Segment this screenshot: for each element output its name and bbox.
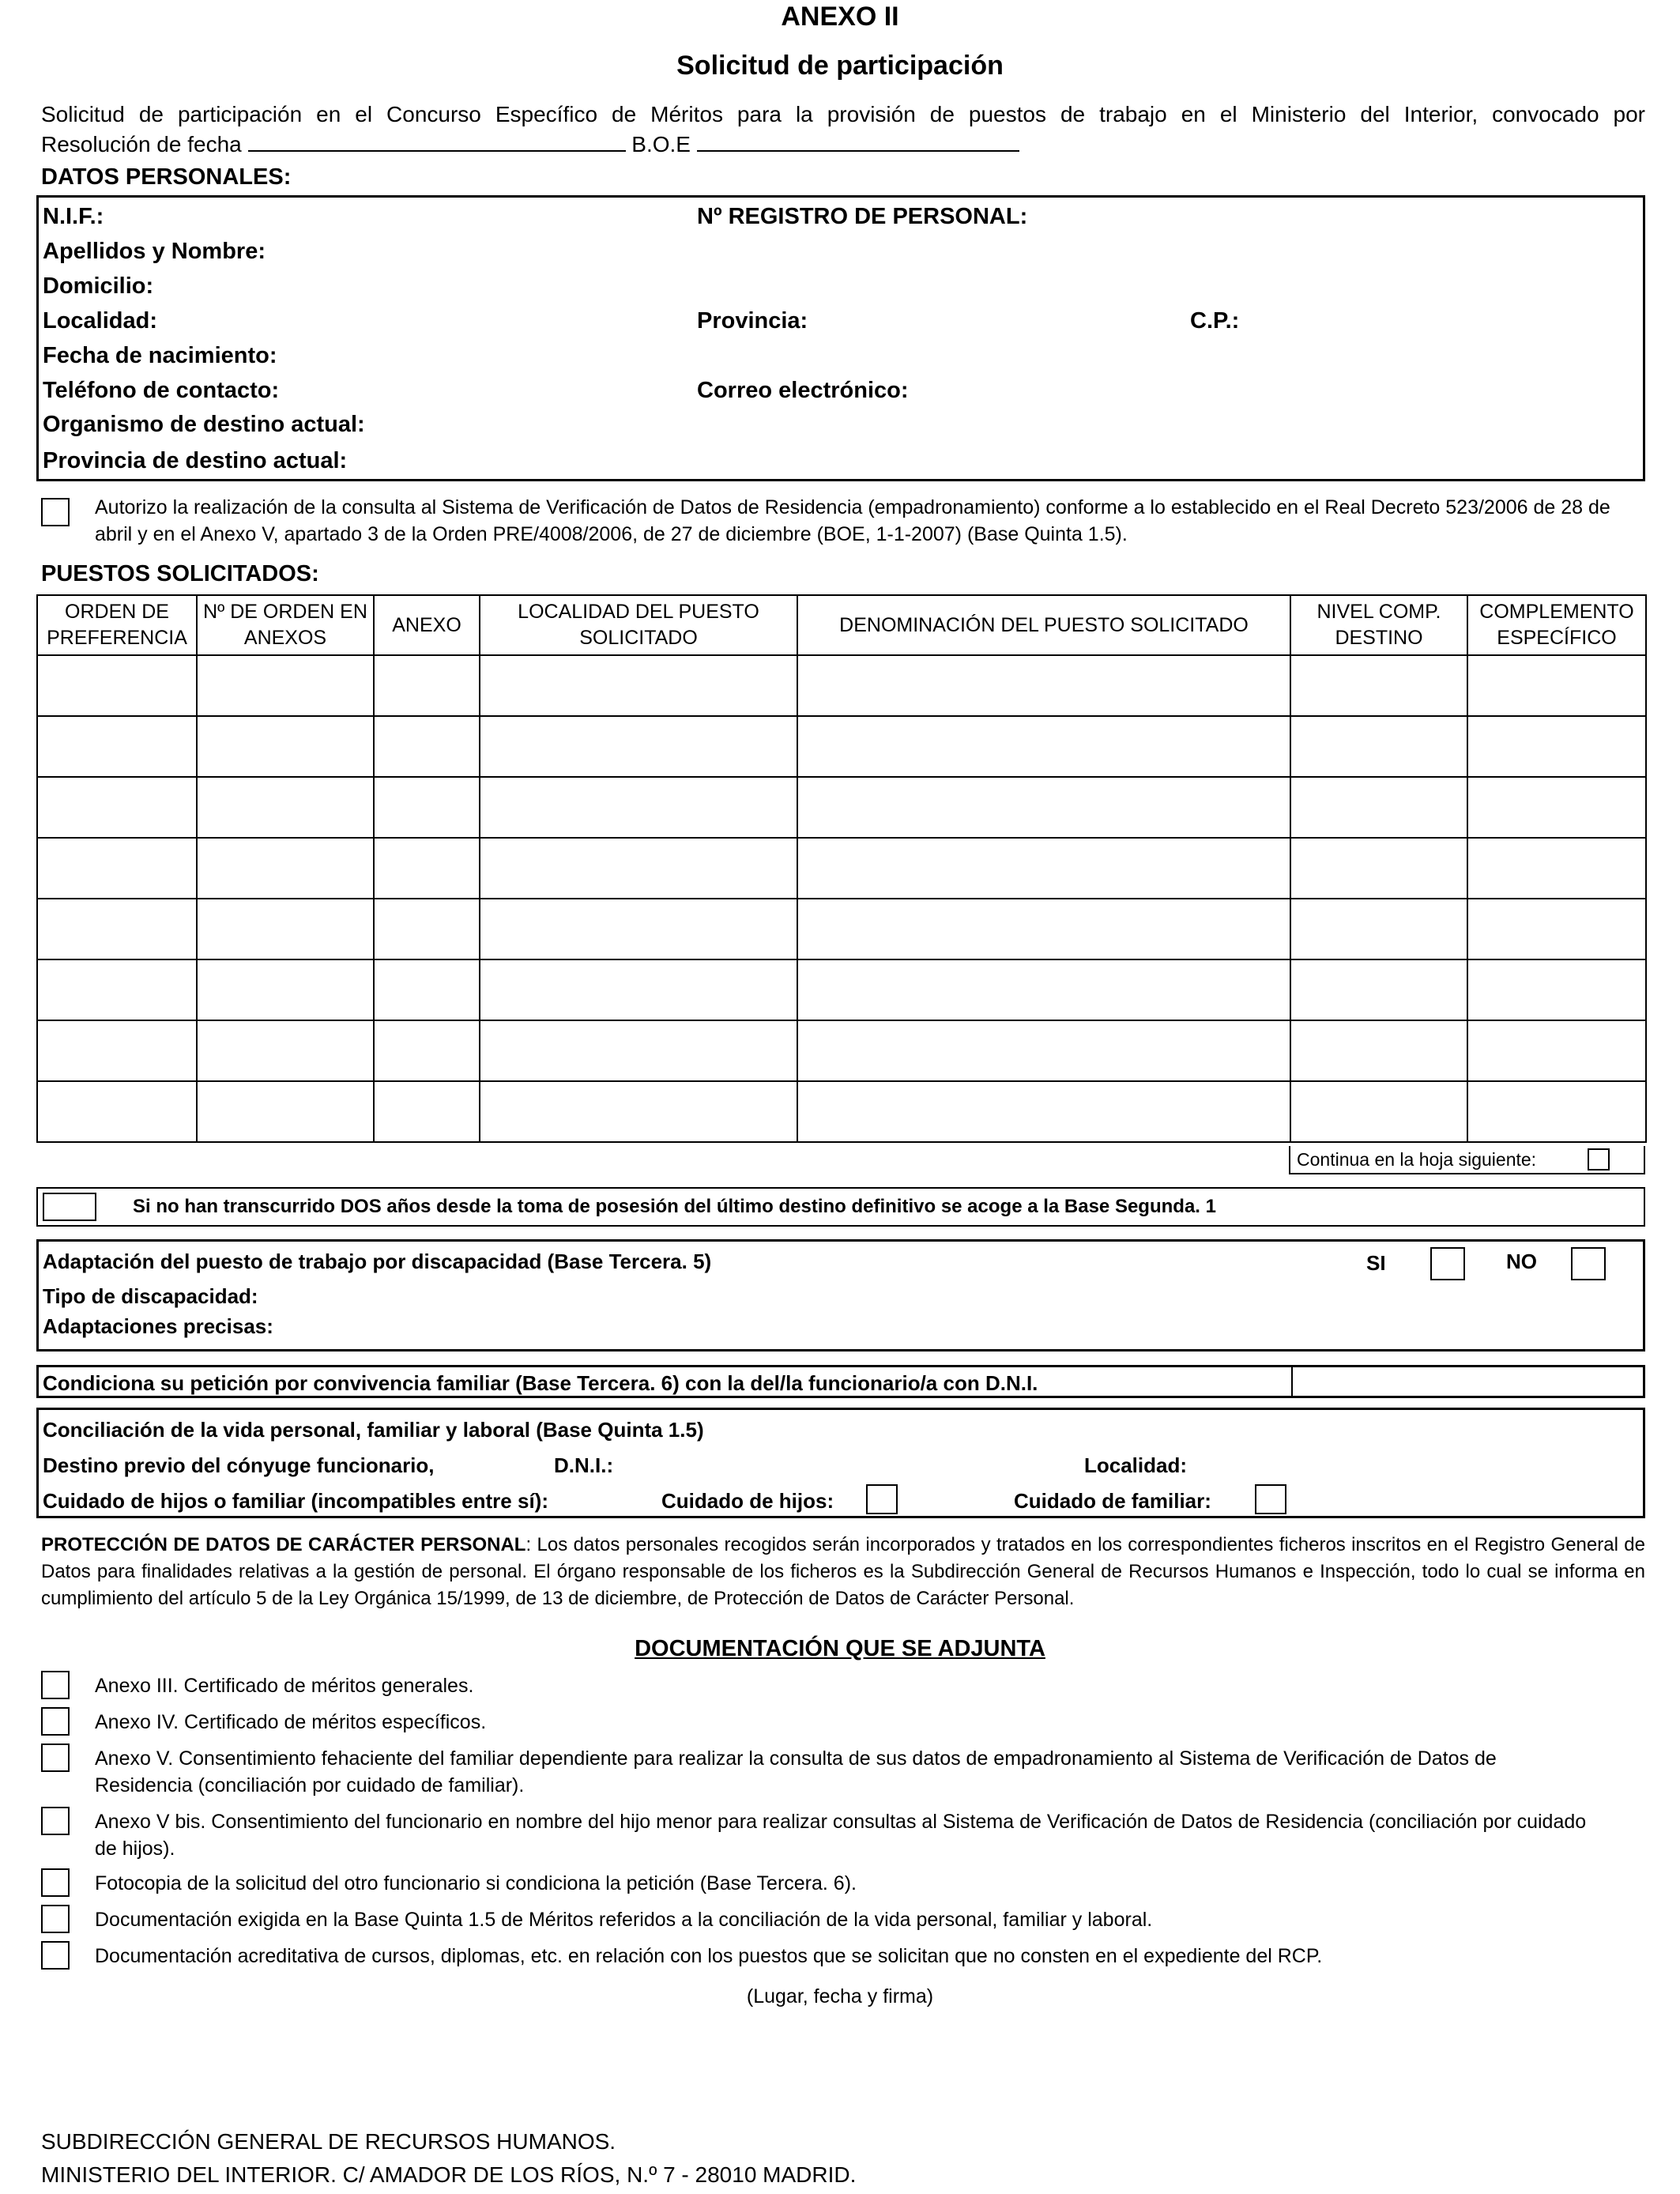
doc-item-base-quinta: Documentación exigida en la Base Quinta 1.5 de Méritos referidos a la conciliación de la vida personal, familiar y laboral. (95, 1909, 1153, 1931)
table-cell[interactable] (374, 959, 480, 1020)
table-cell[interactable] (197, 959, 374, 1020)
table-cell[interactable] (797, 655, 1290, 716)
table-cell[interactable] (1467, 959, 1646, 1020)
intro-paragraph (41, 100, 1645, 160)
table-cell[interactable] (480, 777, 797, 838)
discapacidad-si-label: SI (1366, 1251, 1386, 1275)
convivencia-dni-field[interactable] (1293, 1367, 1643, 1396)
destino-conyuge-label: Destino previo del cónyuge funcionario, (43, 1453, 435, 1477)
boe-field[interactable] (697, 130, 1019, 152)
firma-label: (Lugar, fecha y firma) (746, 1985, 934, 2007)
doc-item-anexo-v-bis: Anexo V bis. Consentimiento del funcionario en nombre del hijo menor para realizar consultas al Sistema de Verificación de Datos de Residencia (conciliación por cuidado de hijos). (95, 1811, 1587, 1860)
table-cell[interactable] (1467, 655, 1646, 716)
tipo-discapacidad-label: Tipo de discapacidad: (43, 1284, 258, 1308)
doc-checkbox-cursos[interactable] (41, 1941, 70, 1970)
table-cell[interactable] (1467, 1081, 1646, 1142)
table-cell[interactable] (374, 1081, 480, 1142)
continua-label: Continua en la hoja siguiente: (1297, 1149, 1537, 1170)
table-cell[interactable] (797, 959, 1290, 1020)
table-cell[interactable] (197, 777, 374, 838)
col-orden-preferencia: ORDEN DE PREFERENCIA (37, 595, 197, 655)
continua-box (1289, 1146, 1645, 1174)
table-cell[interactable] (197, 838, 374, 899)
doc-checkbox-base-quinta[interactable] (41, 1905, 70, 1933)
base-segunda-box (36, 1187, 1645, 1227)
table-cell[interactable] (1290, 1020, 1467, 1081)
doc-item-anexo-iii: Anexo III. Certificado de méritos generales. (95, 1675, 474, 1697)
table-cell[interactable] (1467, 838, 1646, 899)
col-anexo: ANEXO (374, 595, 480, 655)
proteccion-heading: PROTECCIÓN DE DATOS DE CARÁCTER PERSONAL (41, 1534, 526, 1555)
adaptaciones-label: Adaptaciones precisas: (43, 1314, 273, 1338)
table-cell[interactable] (374, 1020, 480, 1081)
provincia-destino-label: Provincia de destino actual: (43, 448, 348, 473)
resolucion-date-field[interactable] (248, 130, 626, 152)
intro-line-1: Solicitud de participación en el Concurso Específico de Méritos para la provisión de puestos de trabajo en el Ministerio del Interior, convocado por (41, 102, 1645, 126)
col-numero-orden: Nº DE ORDEN EN ANEXOS (197, 595, 374, 655)
table-cell[interactable] (374, 899, 480, 959)
table-cell[interactable] (797, 838, 1290, 899)
autorizo-text: Autorizo la realización de la consulta al Sistema de Verificación de Datos de Residencia (empadronamiento) conforme a lo establecido en el Real Decreto 523/2006 de 28 de abril y en el Anexo V, apartado 3 de la Orden PRE/4008/2006, de 27 de diciembre (BOE, 1-1-2007) (Base Quinta 1.5). (95, 496, 1610, 545)
col-complemento: COMPLEMENTO ESPECÍFICO (1467, 595, 1646, 655)
table-cell[interactable] (480, 838, 797, 899)
footer-line-1: SUBDIRECCIÓN GENERAL DE RECURSOS HUMANOS. (41, 2129, 616, 2154)
discapacidad-title: Adaptación del puesto de trabajo por discapacidad (Base Tercera. 5) (43, 1250, 712, 1273)
table-cell[interactable] (1467, 716, 1646, 777)
datos-personales-box (36, 195, 1645, 481)
table-cell[interactable] (1290, 716, 1467, 777)
provincia-label: Provincia: (697, 308, 808, 334)
table-cell[interactable] (37, 1081, 197, 1142)
base-segunda-checkbox[interactable] (43, 1193, 96, 1221)
table-cell[interactable] (374, 716, 480, 777)
discapacidad-no-label: NO (1506, 1250, 1537, 1273)
documentacion-heading: DOCUMENTACIÓN QUE SE ADJUNTA (635, 1636, 1045, 1661)
nif-label: N.I.F.: (43, 204, 104, 229)
table-row (37, 716, 1646, 777)
table-cell[interactable] (197, 716, 374, 777)
table-cell[interactable] (1467, 899, 1646, 959)
table-cell[interactable] (1290, 899, 1467, 959)
table-cell[interactable] (374, 777, 480, 838)
table-row (37, 1081, 1646, 1142)
table-cell[interactable] (480, 959, 797, 1020)
proteccion-text: : Los datos personales recogidos serán incorporados y tratados en los correspondientes ficheros inscritos en el Registro General de Datos para finalidades relativas a la gestión de personal. El órgano responsable de los ficheros es la Subdirección General de Recursos Humanos e Inspección, todo lo cual se informa en cumplimiento del artículo 5 de la Ley Orgánica 15/1999, de 13 de diciembre, de Protección de Datos de Carácter Personal. (41, 1534, 1646, 1609)
table-cell[interactable] (480, 899, 797, 959)
autorizo-checkbox[interactable] (41, 498, 70, 526)
table-cell[interactable] (197, 1081, 374, 1142)
doc-checkbox-anexo-v-bis[interactable] (41, 1807, 70, 1835)
correo-label: Correo electrónico: (697, 378, 909, 403)
intro-line-2 (41, 130, 1645, 160)
cuidado-hijos-checkbox[interactable] (866, 1484, 898, 1514)
puestos-table (36, 594, 1647, 1143)
conciliacion-box (36, 1408, 1645, 1518)
base-segunda-text: Si no han transcurrido DOS años desde la toma de posesión del último destino definitivo se acoge a la Base Segunda. 1 (133, 1196, 1216, 1217)
table-cell[interactable] (37, 838, 197, 899)
table-cell[interactable] (797, 1081, 1290, 1142)
table-cell[interactable] (197, 655, 374, 716)
col-localidad: LOCALIDAD DEL PUESTO SOLICITADO (480, 595, 797, 655)
cp-label: C.P.: (1190, 308, 1240, 334)
datos-personales-heading: DATOS PERSONALES: (41, 164, 292, 190)
convivencia-box (36, 1365, 1645, 1398)
boe-label: B.O.E (631, 132, 691, 156)
fecha-nacimiento-label: Fecha de nacimiento: (43, 343, 277, 368)
puestos-table-body (37, 655, 1646, 1142)
table-cell[interactable] (480, 716, 797, 777)
table-cell[interactable] (37, 899, 197, 959)
col-nivel: NIVEL COMP. DESTINO (1290, 595, 1467, 655)
table-cell[interactable] (1290, 1081, 1467, 1142)
table-cell[interactable] (480, 1020, 797, 1081)
conciliacion-localidad-label: Localidad: (1084, 1453, 1188, 1477)
doc-item-anexo-v: Anexo V. Consentimiento fehaciente del familiar dependiente para realizar la consulta de sus datos de empadronamiento al Sistema de Verificación de Datos de Residencia (conciliación por cuidado de familiar). (95, 1747, 1497, 1796)
resolucion-label: Resolución de fecha (41, 132, 242, 156)
doc-checkbox-anexo-v[interactable] (41, 1744, 70, 1772)
organismo-destino-label: Organismo de destino actual: (43, 412, 365, 437)
table-cell[interactable] (374, 838, 480, 899)
table-row (37, 899, 1646, 959)
table-cell[interactable] (1290, 838, 1467, 899)
discapacidad-box (36, 1239, 1645, 1351)
table-cell[interactable] (197, 1020, 374, 1081)
registro-personal-label: Nº REGISTRO DE PERSONAL: (697, 204, 1028, 229)
table-cell[interactable] (37, 655, 197, 716)
table-row (37, 777, 1646, 838)
table-cell[interactable] (37, 1020, 197, 1081)
table-cell[interactable] (797, 716, 1290, 777)
puestos-header-row (37, 595, 1646, 655)
cuidado-familiar-checkbox[interactable] (1255, 1484, 1286, 1514)
table-cell[interactable] (37, 777, 197, 838)
footer-line-2: MINISTERIO DEL INTERIOR. C/ AMADOR DE LOS RÍOS, N.º 7 - 28010 MADRID. (41, 2162, 857, 2187)
continua-checkbox[interactable] (1588, 1148, 1610, 1171)
documentacion-heading-wrap (0, 1636, 1680, 1662)
col-denominacion: DENOMINACIÓN DEL PUESTO SOLICITADO (797, 595, 1290, 655)
table-cell[interactable] (1290, 655, 1467, 716)
table-cell[interactable] (480, 1081, 797, 1142)
table-cell[interactable] (480, 655, 797, 716)
table-cell[interactable] (1290, 777, 1467, 838)
table-row (37, 959, 1646, 1020)
table-cell[interactable] (197, 899, 374, 959)
doc-checkbox-anexo-iv[interactable] (41, 1707, 70, 1736)
table-cell[interactable] (374, 655, 480, 716)
table-cell[interactable] (1467, 1020, 1646, 1081)
doc-item-anexo-iv: Anexo IV. Certificado de méritos específicos. (95, 1711, 487, 1733)
puestos-heading: PUESTOS SOLICITADOS: (41, 561, 319, 586)
table-cell[interactable] (37, 959, 197, 1020)
discapacidad-no-checkbox[interactable] (1571, 1247, 1606, 1280)
convivencia-text: Condiciona su petición por convivencia familiar (Base Tercera. 6) con la del/la funcionario/a con D.N.I. (43, 1371, 1038, 1395)
table-cell[interactable] (1467, 777, 1646, 838)
table-row (37, 838, 1646, 899)
conciliacion-title: Conciliación de la vida personal, familiar y laboral (Base Quinta 1.5) (43, 1418, 704, 1442)
form-subtitle: Solicitud de participación (676, 51, 1004, 81)
cuidado-incompatibles-label: Cuidado de hijos o familiar (incompatibles entre sí): (43, 1489, 548, 1513)
table-cell[interactable] (797, 777, 1290, 838)
table-cell[interactable] (1290, 959, 1467, 1020)
table-cell[interactable] (797, 1020, 1290, 1081)
telefono-label: Teléfono de contacto: (43, 378, 280, 403)
cuidado-familiar-label: Cuidado de familiar: (1014, 1489, 1211, 1513)
conciliacion-dni-label: D.N.I.: (554, 1453, 614, 1477)
table-row (37, 1020, 1646, 1081)
doc-item-cursos: Documentación acreditativa de cursos, diplomas, etc. en relación con los puestos que se solicitan que no consten en el expediente del RCP. (95, 1945, 1323, 1967)
proteccion-datos-paragraph (41, 1532, 1645, 1612)
discapacidad-si-checkbox[interactable] (1430, 1247, 1465, 1280)
table-cell[interactable] (797, 899, 1290, 959)
table-cell[interactable] (37, 716, 197, 777)
doc-item-fotocopia: Fotocopia de la solicitud del otro funcionario si condiciona la petición (Base Tercera. 6). (95, 1872, 857, 1894)
table-row (37, 655, 1646, 716)
doc-checkbox-fotocopia[interactable] (41, 1868, 70, 1897)
doc-checkbox-anexo-iii[interactable] (41, 1671, 70, 1699)
cuidado-hijos-label: Cuidado de hijos: (661, 1489, 834, 1513)
localidad-label: Localidad: (43, 308, 158, 334)
apellidos-nombre-label: Apellidos y Nombre: (43, 239, 266, 264)
annex-title: ANEXO II (781, 2, 899, 32)
domicilio-label: Domicilio: (43, 273, 154, 299)
